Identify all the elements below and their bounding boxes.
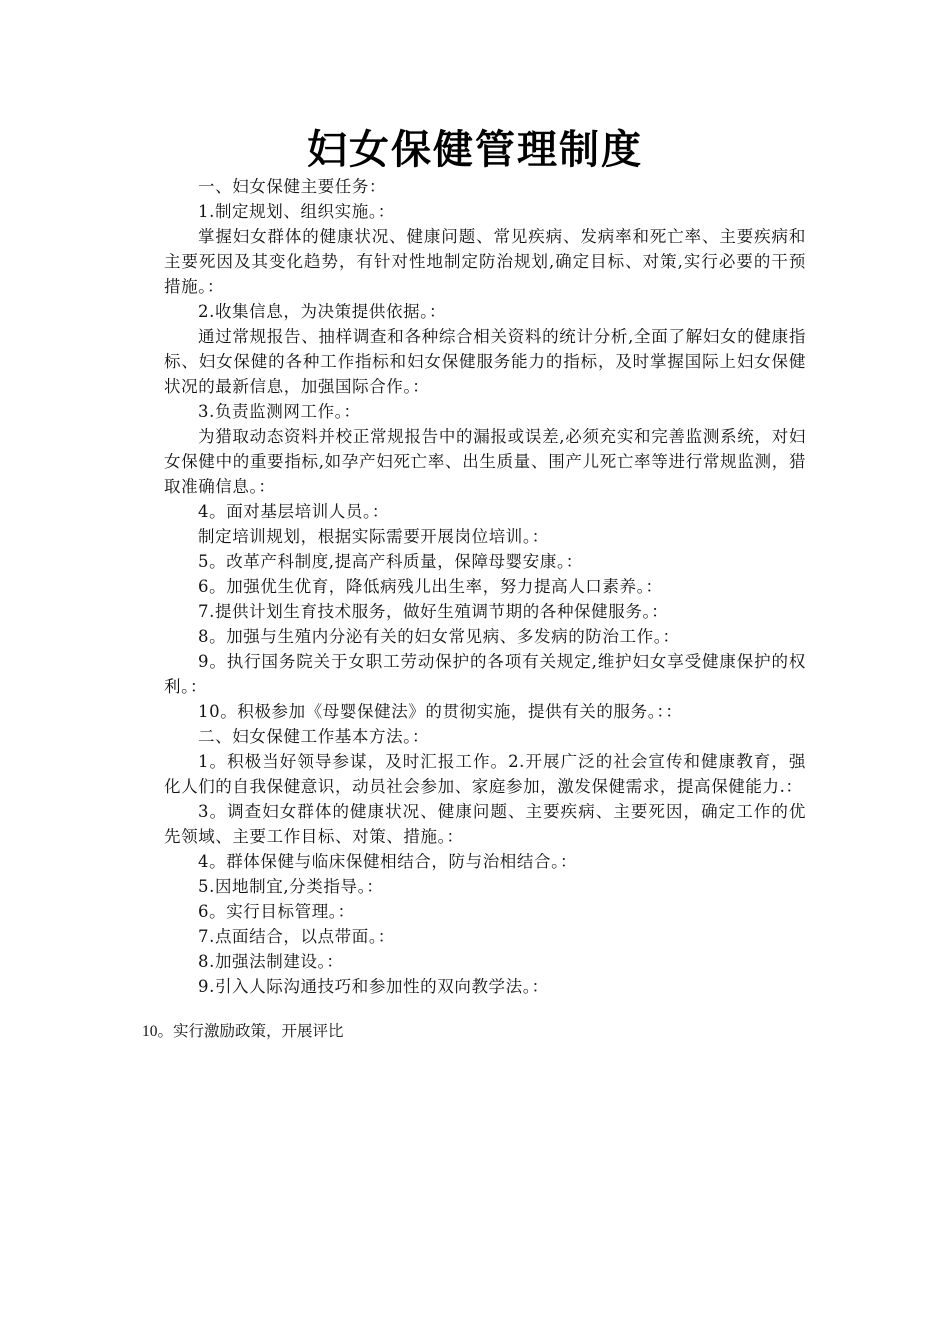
paragraph: 5。改革产科制度,提高产科质量，保障母婴安康。：: [198, 552, 583, 571]
document-title: 妇女保健管理制度: [307, 126, 643, 173]
paragraph: 为猎取动态资料并校正常规报告中的漏报或误差,必须充实和完善监测系统，对妇女保健中的重要指标,如孕产妇死亡率、出生质量、围产儿死亡率等进行常规监测，猎取准确信息。：: [164, 427, 806, 496]
paragraph: 7.提供计划生育技术服务，做好生殖调节期的各种保健服务。：: [198, 602, 669, 621]
paragraph: 8.加强法制建设。：: [198, 952, 344, 971]
paragraph: 8。加强与生殖内分泌有关的妇女常见病、多发病的防治工作。：: [198, 627, 680, 646]
document-body: [164, 174, 806, 999]
paragraph: 3。调查妇女群体的健康状况、健康问题、主要疾病、主要死因，确定工作的优先领域、主要工作目标、对策、措施。：: [164, 802, 806, 846]
paragraph: 2.收集信息，为决策提供依据。：: [198, 302, 447, 321]
paragraph: 10。积极参加《母婴保健法》的贯彻实施，提供有关的服务。：：: [198, 702, 683, 721]
paragraph: 9。执行国务院关于女职工劳动保护的各项有关规定,维护妇女享受健康保护的权利。：: [164, 652, 806, 696]
paragraph: 1。积极当好领导参谋，及时汇报工作。2.开展广泛的社会宣传和健康教育，强化人们的自我保健意识，动员社会参加、家庭参加，激发保健需求，提高保健能力.：: [164, 752, 806, 796]
paragraph: 4。面对基层培训人员。：: [198, 502, 389, 521]
paragraph: 3.负责监测网工作。：: [198, 402, 361, 421]
paragraph: 掌握妇女群体的健康状况、健康问题、常见疾病、发病率和死亡率、主要疾病和主要死因及其变化趋势，有针对性地制定防治规划,确定目标、对策,实行必要的干预措施。：: [164, 227, 806, 296]
paragraph: 6。加强优生优育，降低病残儿出生率，努力提高人口素养。：: [198, 577, 663, 596]
paragraph: 通过常规报告、抽样调查和各种综合相关资料的统计分析,全面了解妇女的健康指标、妇女保健的各种工作指标和妇女保健服务能力的指标，及时掌握国际上妇女保健状况的最新信息，加强国际合作。：: [164, 327, 806, 396]
paragraph: 1.制定规划、组织实施。：: [198, 202, 395, 221]
paragraph: 6。实行目标管理。：: [198, 902, 355, 921]
trailing-line: 10。实行激励政策，开展评比: [142, 1023, 344, 1040]
paragraph: 9.引入人际沟通技巧和参加性的双向教学法。：: [198, 977, 549, 996]
paragraph: 制定培训规划，根据实际需要开展岗位培训。：: [198, 527, 549, 546]
section-heading-1: 一、妇女保健主要任务：: [198, 177, 387, 196]
paragraph: 5.因地制宜,分类指导。：: [198, 877, 384, 896]
paragraph: 7.点面结合，以点带面。：: [198, 927, 395, 946]
section-heading-2: 二、妇女保健工作基本方法。：: [198, 727, 430, 746]
paragraph: 4。群体保健与临床保健相结合，防与治相结合。：: [198, 852, 578, 871]
